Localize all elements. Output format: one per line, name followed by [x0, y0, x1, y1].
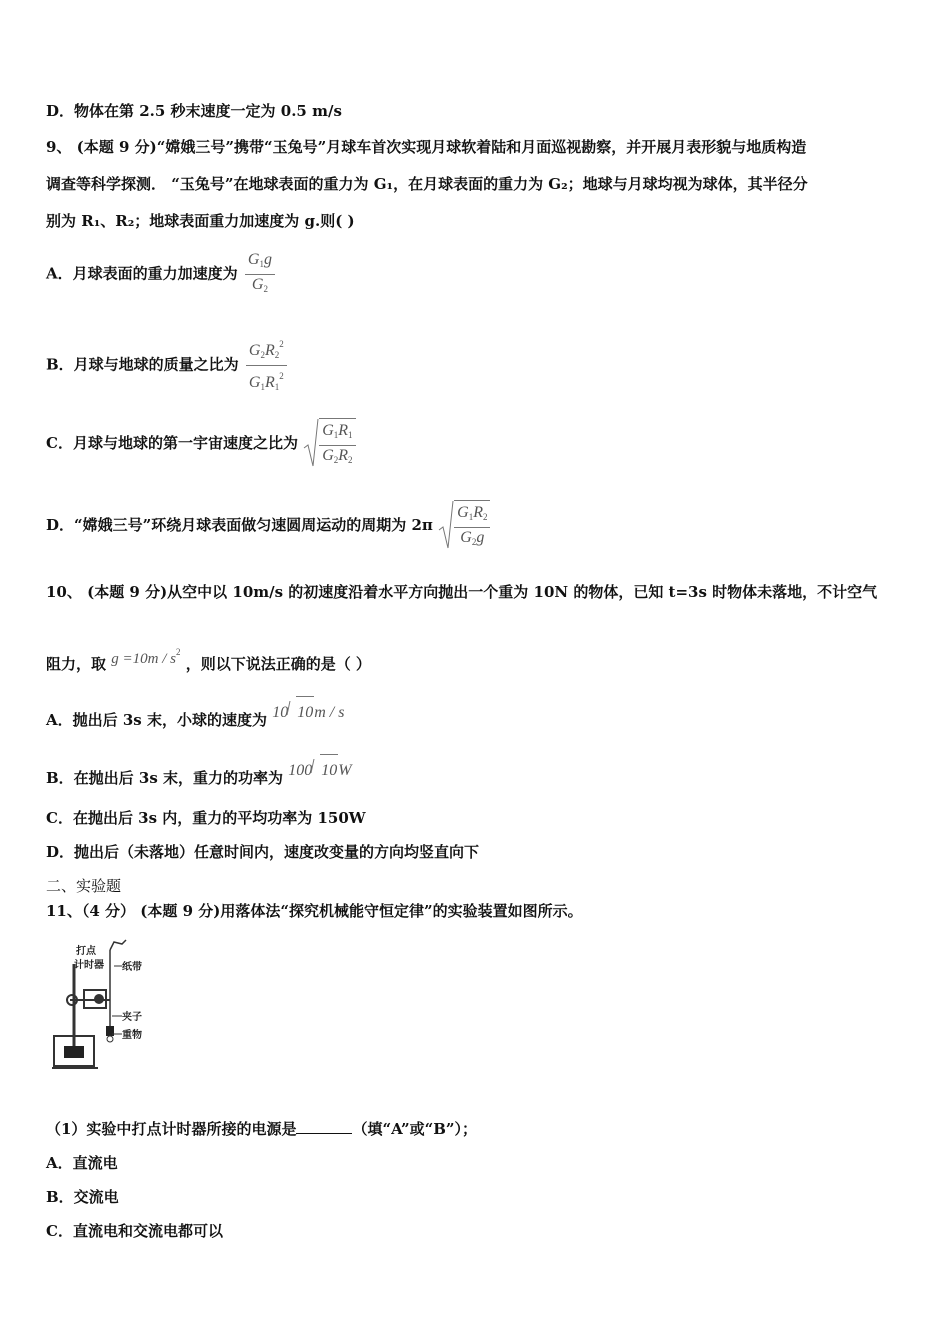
q10-stem-line2-text-a: 阻力，取 [46, 655, 107, 673]
q9-option-d-text: D．“嫦娥三号”环绕月球表面做匀速圆周运动的周期为 2π [46, 516, 433, 534]
q10-option-a [46, 696, 344, 736]
label-timer-1: 打点 [76, 946, 96, 957]
velocity-coefficient: 10 [272, 704, 289, 721]
q11-option-a: A．直流电 [46, 1154, 118, 1172]
velocity-unit: m / s [314, 704, 345, 721]
q10-option-c: C．在抛出后 3s 内，重力的平均功率为 150W [46, 809, 366, 827]
q9-option-c [46, 418, 356, 470]
sqrt-period: $\frac{G_1R_2}{G_2g}$ [438, 500, 490, 552]
q9-stem-line2: 调查等科学探测． “玉兔号”在地球表面的重力为 G₁，在月球表面的重力为 G₂；地球与月球均视为球体，其半径分 [46, 175, 808, 193]
power-coefficient: 100 [288, 762, 313, 779]
q11-option-b: B．交流电 [46, 1188, 119, 1206]
fraction-g1g-over-g2: $\frac{G_1g}{G_2}$ [245, 250, 275, 299]
section-heading-experiment: 二、实验题 [46, 877, 122, 895]
q9-option-a [46, 250, 275, 299]
q11-part1 [46, 1119, 477, 1139]
answer-blank[interactable] [296, 1119, 352, 1134]
label-tape: 纸带 [122, 962, 142, 973]
experiment-apparatus-figure [50, 936, 150, 1084]
q11-part1-text-a: （1）实验中打点计时器所接的电源是 [46, 1120, 297, 1138]
q11-stem: 11、（4 分） (本题 9 分)用落体法“探究机械能守恒定律”的实验装置如图所示。 [46, 902, 583, 920]
velocity-radicand: 10 [296, 696, 314, 729]
q10-option-a-text: A．抛出后 3s 末，小球的速度为 [46, 711, 267, 729]
q9-option-c-text: C．月球与地球的第一宇宙速度之比为 [46, 434, 298, 452]
q11-part1-text-b: （填“A”或“B”）； [352, 1120, 478, 1138]
label-weight: 重物 [122, 1030, 142, 1041]
power-radicand: 10 [320, 754, 338, 787]
power-expression [288, 762, 351, 779]
q9-option-d [46, 500, 490, 552]
gravity-value: $g =10m / s^2$ [111, 647, 181, 667]
q10-option-b [46, 754, 352, 794]
q10-option-b-text: B．在抛出后 3s 末，重力的功率为 [46, 769, 284, 787]
q9-stem-line3: 别为 R₁、R₂；地球表面重力加速度为 g.则( ) [46, 212, 355, 230]
q9-stem-line1: 9、 (本题 9 分)“嫦娥三号”携带“玉兔号”月球车首次实现月球软着陆和月面巡视勘察，并开展月表形貌与地质构造 [46, 138, 807, 156]
q10-stem-line2 [46, 636, 371, 680]
power-unit: W [338, 762, 352, 779]
gravity-value-text: g =10m / s [111, 651, 176, 667]
q9-option-a-text: A．月球表面的重力加速度为 [46, 264, 238, 283]
sqrt-velocity-ratio: $\frac{G_1R_1}{G_2R_2}$ [303, 418, 355, 470]
q10-stem-line2-text-b: ，则以下说法正确的是（ ） [185, 655, 371, 673]
q8-option-d: D．物体在第 2.5 秒末速度一定为 0.5 m/s [46, 102, 342, 120]
q10-stem-line1: 10、 (本题 9 分)从空中以 10m/s 的初速度沿着水平方向抛出一个重为 10N 的物体，已知 t=3s 时物体未落地，不计空气 [46, 583, 878, 601]
velocity-expression [272, 704, 344, 721]
q9-option-b-text: B．月球与地球的质量之比为 [46, 355, 239, 374]
q9-option-b [46, 334, 287, 397]
fraction-mass-ratio: $\frac{G_2R_2^2}{G_1R_1^2}$ [246, 334, 287, 397]
label-clip: 夹子 [122, 1012, 142, 1023]
label-timer-2: 计时器 [74, 960, 104, 971]
q11-option-c: C．直流电和交流电都可以 [46, 1222, 223, 1240]
q10-option-d: D．抛出后（未落地）任意时间内，速度改变量的方向均竖直向下 [46, 843, 480, 861]
